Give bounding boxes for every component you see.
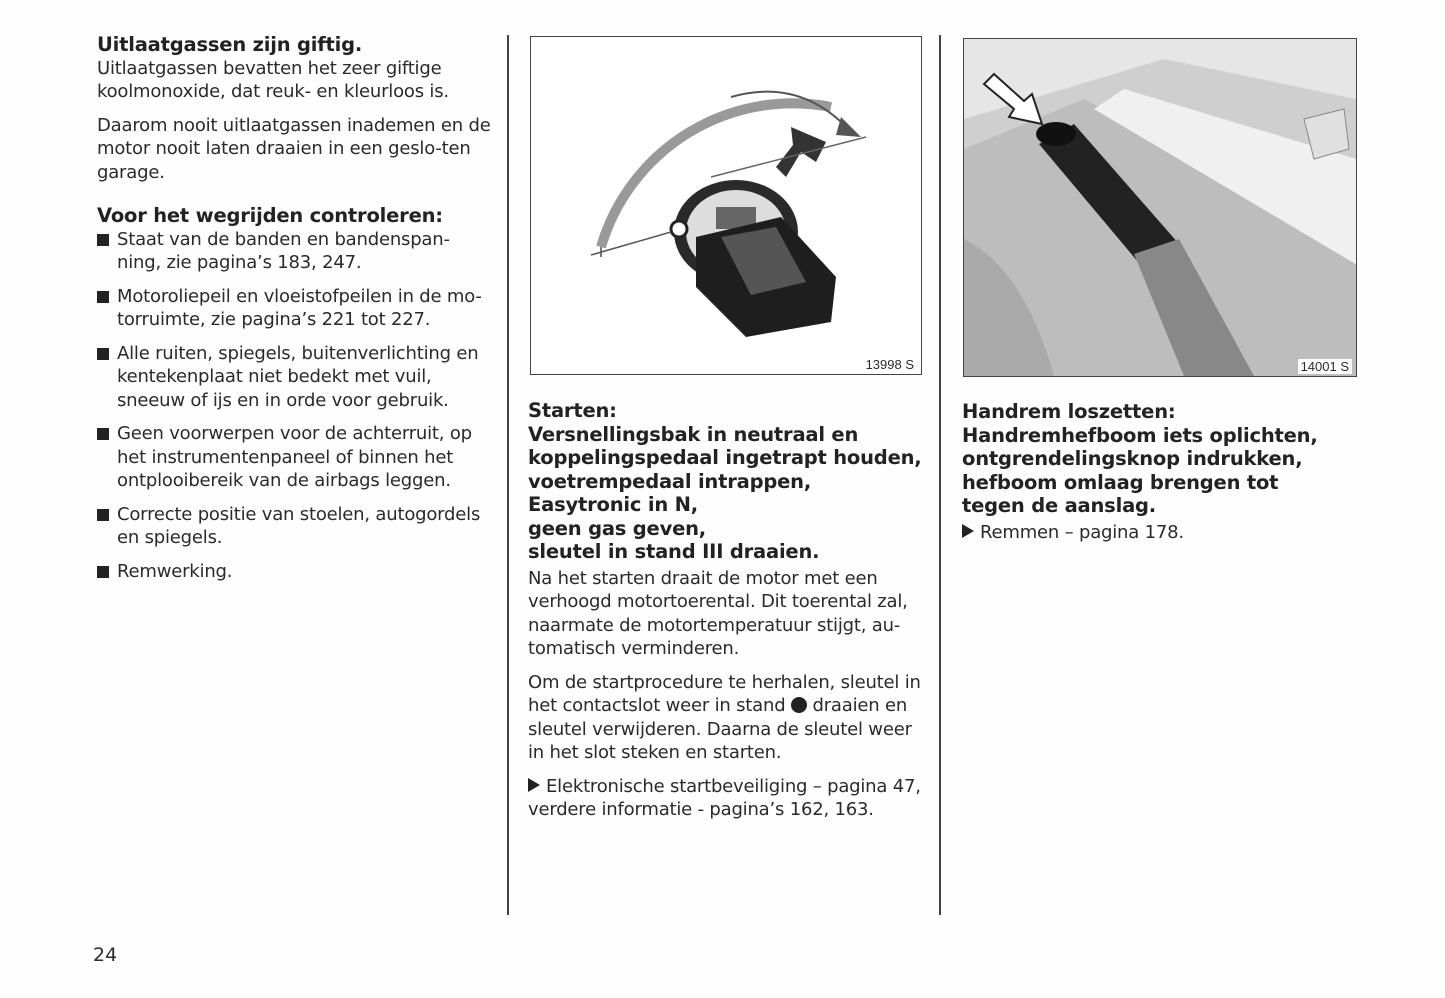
list-item-text: Remwerking.	[117, 560, 233, 582]
text: Om de startprocedure te herhalen, sleutel in het contactslot weer in stand	[528, 671, 921, 716]
paragraph: Uitlaatgassen bevatten het zeer giftige koolmonoxide, dat reuk- en kleurloos is.	[97, 57, 449, 102]
column-1	[97, 33, 492, 593]
list-item	[97, 342, 492, 413]
heading-line: Easytronic in N,	[528, 493, 698, 516]
paragraph: Daarom nooit uitlaatgassen inademen en de motor nooit laten draaien in een geslo-ten garage.	[97, 114, 491, 183]
list-item	[97, 560, 492, 584]
heading-line: voetrempedaal intrappen,	[528, 469, 812, 493]
heading-line: Versnellingsbak in neutraal en	[528, 422, 859, 446]
list-item	[97, 228, 492, 275]
heading-line: ontgrendelingsknop indrukken,	[962, 447, 1303, 470]
triangle-arrow-icon	[962, 524, 974, 538]
column-divider	[939, 35, 941, 915]
check-list	[97, 228, 492, 584]
page-number: 24	[93, 944, 118, 966]
list-item	[97, 422, 492, 493]
bullet-square-icon	[97, 291, 109, 303]
heading-line: sleutel in stand III draaien.	[528, 540, 820, 563]
paragraph	[528, 671, 923, 765]
bullet-square-icon	[97, 428, 109, 440]
bullet-square-icon	[97, 348, 109, 360]
reference-link[interactable]: verdere informatie - pagina’s 162, 163.	[528, 799, 874, 820]
reference-link[interactable]: Remmen – pagina 178.	[980, 521, 1184, 543]
heading-checks: Voor het wegrijden controleren:	[97, 204, 443, 227]
list-item-text: Alle ruiten, spiegels, buitenverlichting en kentekenplaat niet bedekt met vuil, sneeuw of ijs en in orde voor gebruik.	[117, 342, 479, 411]
heading-line: Handrem loszetten:	[962, 400, 1176, 423]
heading-line: tegen de aanslag.	[962, 494, 1156, 517]
heading-exhaust: Uitlaatgassen zijn giftig.	[97, 33, 363, 56]
triangle-arrow-icon	[528, 778, 540, 792]
list-item	[97, 503, 492, 550]
list-item-text: Motoroliepeil en vloeistofpeilen in de mo-torruimte, zie pagina’s 221 tot 227.	[117, 285, 482, 330]
paragraph: Na het starten draait de motor met een verhoogd motortoerental. Dit toerental zal, naarmate de motortemperatuur stijgt, au-tomatisch verminderen.	[528, 567, 908, 659]
list-item-text: Geen voorwerpen voor de achterruit, op het instrumentenpaneel of binnen het ontplooibereik van de airbags leggen.	[117, 423, 472, 491]
figure-number: 13998 S	[863, 357, 917, 372]
handbrake-heading	[962, 400, 1357, 518]
list-item-text: Correcte positie van stoelen, autogordels en spiegels.	[117, 503, 481, 548]
heading-line: Starten:	[528, 399, 617, 422]
heading-line: geen gas geven,	[528, 516, 707, 540]
ignition-key-illustration	[531, 37, 921, 374]
bullet-square-icon	[97, 234, 109, 246]
handbrake-figure	[963, 38, 1357, 377]
column-3	[962, 400, 1357, 554]
starting-heading	[528, 399, 923, 564]
figure-number: 14001 S	[1298, 359, 1352, 374]
text: draaien en sleutel verwijderen. Daarna de sleutel weer in het slot steken en starten.	[528, 695, 912, 763]
reference	[528, 775, 923, 799]
reference	[962, 521, 1357, 545]
position-dot-icon	[791, 697, 807, 713]
ignition-key-figure	[530, 36, 922, 375]
column-2	[528, 399, 923, 832]
reference-link[interactable]: Elektronische startbeveiliging – pagina 47,	[546, 775, 921, 797]
heading-line: Handremhefboom iets oplichten,	[962, 423, 1318, 447]
heading-line: koppelingspedaal ingetrapt houden,	[528, 446, 922, 469]
bullet-square-icon	[97, 509, 109, 521]
handbrake-illustration	[964, 39, 1356, 376]
heading-line: hefboom omlaag brengen tot	[962, 470, 1279, 494]
bullet-square-icon	[97, 566, 109, 578]
list-item-text: Staat van de banden en bandenspan-ning, zie pagina’s 183, 247.	[117, 228, 450, 273]
list-item	[97, 285, 492, 332]
column-divider	[507, 35, 509, 915]
